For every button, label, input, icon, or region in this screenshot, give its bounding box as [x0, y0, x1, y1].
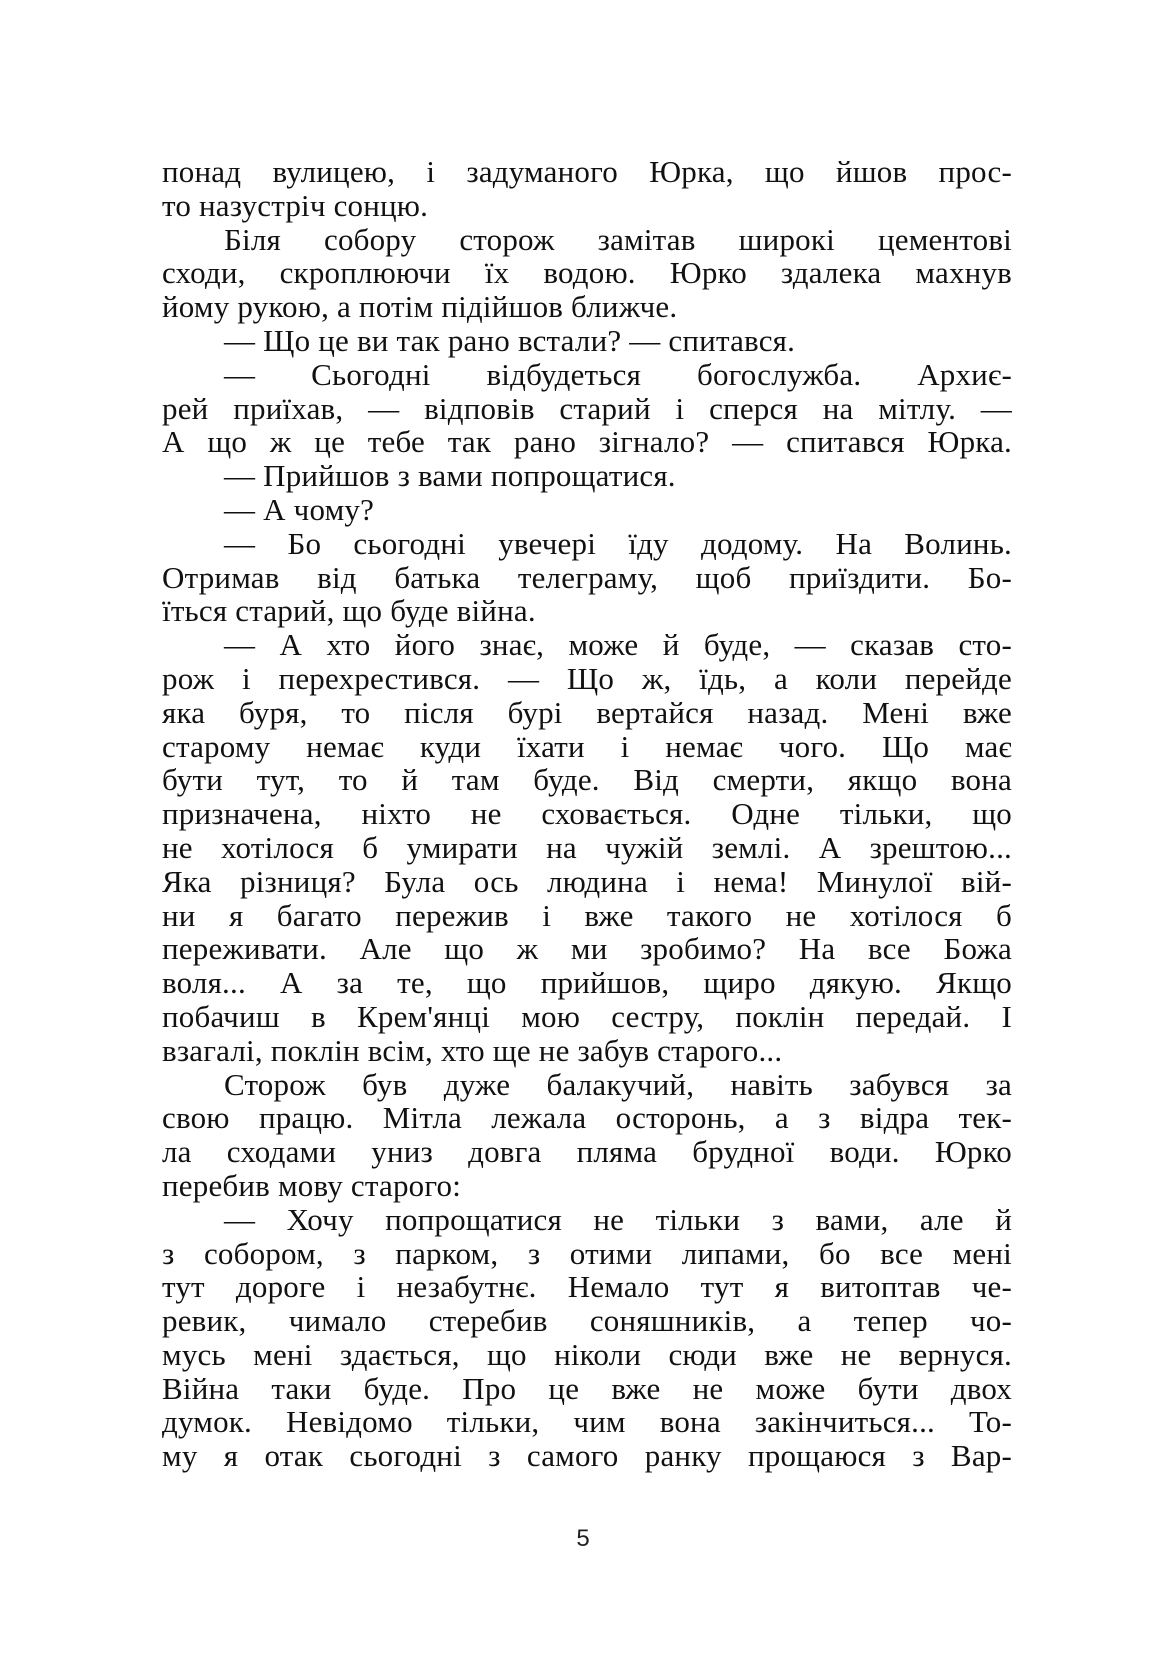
- text-line: — А чому?: [224, 491, 375, 527]
- text-line: бути тут, то й там буде. Від смерти, якщо вона: [162, 762, 1012, 798]
- text-line: — А хто його знає, може й буде, — сказав сто-: [224, 627, 1012, 663]
- text-line: свою працю. Мітла лежала осторонь, а з відра тек-: [162, 1100, 1012, 1136]
- text-line: старому немає куди їхати і немає чого. Що має: [162, 728, 1012, 764]
- text-line: перебив мову старого:: [162, 1167, 462, 1203]
- page-number: 5: [576, 1525, 590, 1552]
- text-line: рей приїхав, — відповів старий і сперся на мітлу. —: [162, 390, 1012, 426]
- text-line: рож і перехрестився. — Що ж, їдь, а коли перейде: [162, 660, 1012, 696]
- text-line: Біля собору сторож замітав широкі цементові: [224, 221, 1012, 257]
- text-line: взагалі, поклін всім, хто ще не забув старого...: [162, 1032, 783, 1068]
- text-line: яка буря, то після бурі вертайся назад. Мені вже: [162, 694, 1012, 730]
- body-text: [162, 155, 1012, 1473]
- text-line: Яка різниця? Була ось людина і нема! Минулої вій-: [162, 863, 1012, 899]
- text-line: му я отак сьогодні з самого ранку прощаюся з Вар-: [162, 1438, 1012, 1474]
- text-line: йому рукою, а потім підійшов ближче.: [162, 289, 678, 325]
- text-line: сходи, скроплюючи їх водою. Юрко здалека махнув: [162, 255, 1012, 291]
- text-line: — Хочу попрощатися не тільки з вами, але й: [224, 1201, 1012, 1237]
- text-line: думок. Невідомо тільки, чим вона закінчиться... То-: [162, 1404, 1012, 1440]
- text-line: призначена, ніхто не сховається. Одне тільки, що: [162, 796, 1012, 832]
- text-line: — Бо сьогодні увечері їду додому. На Волинь.: [224, 525, 1012, 561]
- text-line: — Прийшов з вами попрощатися.: [224, 458, 676, 494]
- text-line: Війна таки буде. Про це вже не може бути двох: [162, 1370, 1012, 1406]
- text-line: з собором, з парком, з отими липами, бо все мені: [162, 1235, 1012, 1271]
- text-line: — Сьогодні відбудеться богослужба. Архиє-: [224, 356, 1012, 392]
- text-line: їться старий, що буде війна.: [162, 593, 536, 629]
- text-line: ни я багато пережив і вже такого не хотілося б: [162, 897, 1012, 933]
- text-line: ревик, чимало стеребив соняшників, а тепер чо-: [162, 1303, 1012, 1339]
- text-line: переживати. Але що ж ми зробимо? На все Божа: [162, 931, 1012, 967]
- text-line: тут дороге і незабутнє. Немало тут я витоптав че-: [162, 1269, 1012, 1305]
- text-line: — Що це ви так рано встали? — спитався.: [224, 322, 796, 358]
- text-line: А що ж це тебе так рано зігнало? — спитався Юрка.: [162, 424, 1012, 460]
- text-line: побачиш в Крем'янці мою сестру, поклін передай. І: [162, 998, 1012, 1034]
- text-line: понад вулицею, і задуманого Юрка, що йшов прос-: [162, 154, 1012, 189]
- text-line: не хотілося б умирати на чужій землі. А зрештою...: [162, 829, 1012, 865]
- text-line: ла сходами униз довга пляма брудної води. Юрко: [162, 1134, 1012, 1170]
- text-line: мусь мені здається, що ніколи сюди вже не вернуся.: [162, 1336, 1012, 1372]
- text-line: Отримав від батька телеграму, щоб приїздити. Бо-: [162, 559, 1012, 595]
- text-line: то назустріч сонцю.: [162, 187, 429, 223]
- text-line: Сторож був дуже балакучий, навіть забувся за: [224, 1066, 1012, 1102]
- text-line: воля... А за те, що прийшов, щиро дякую. Якщо: [162, 965, 1012, 1001]
